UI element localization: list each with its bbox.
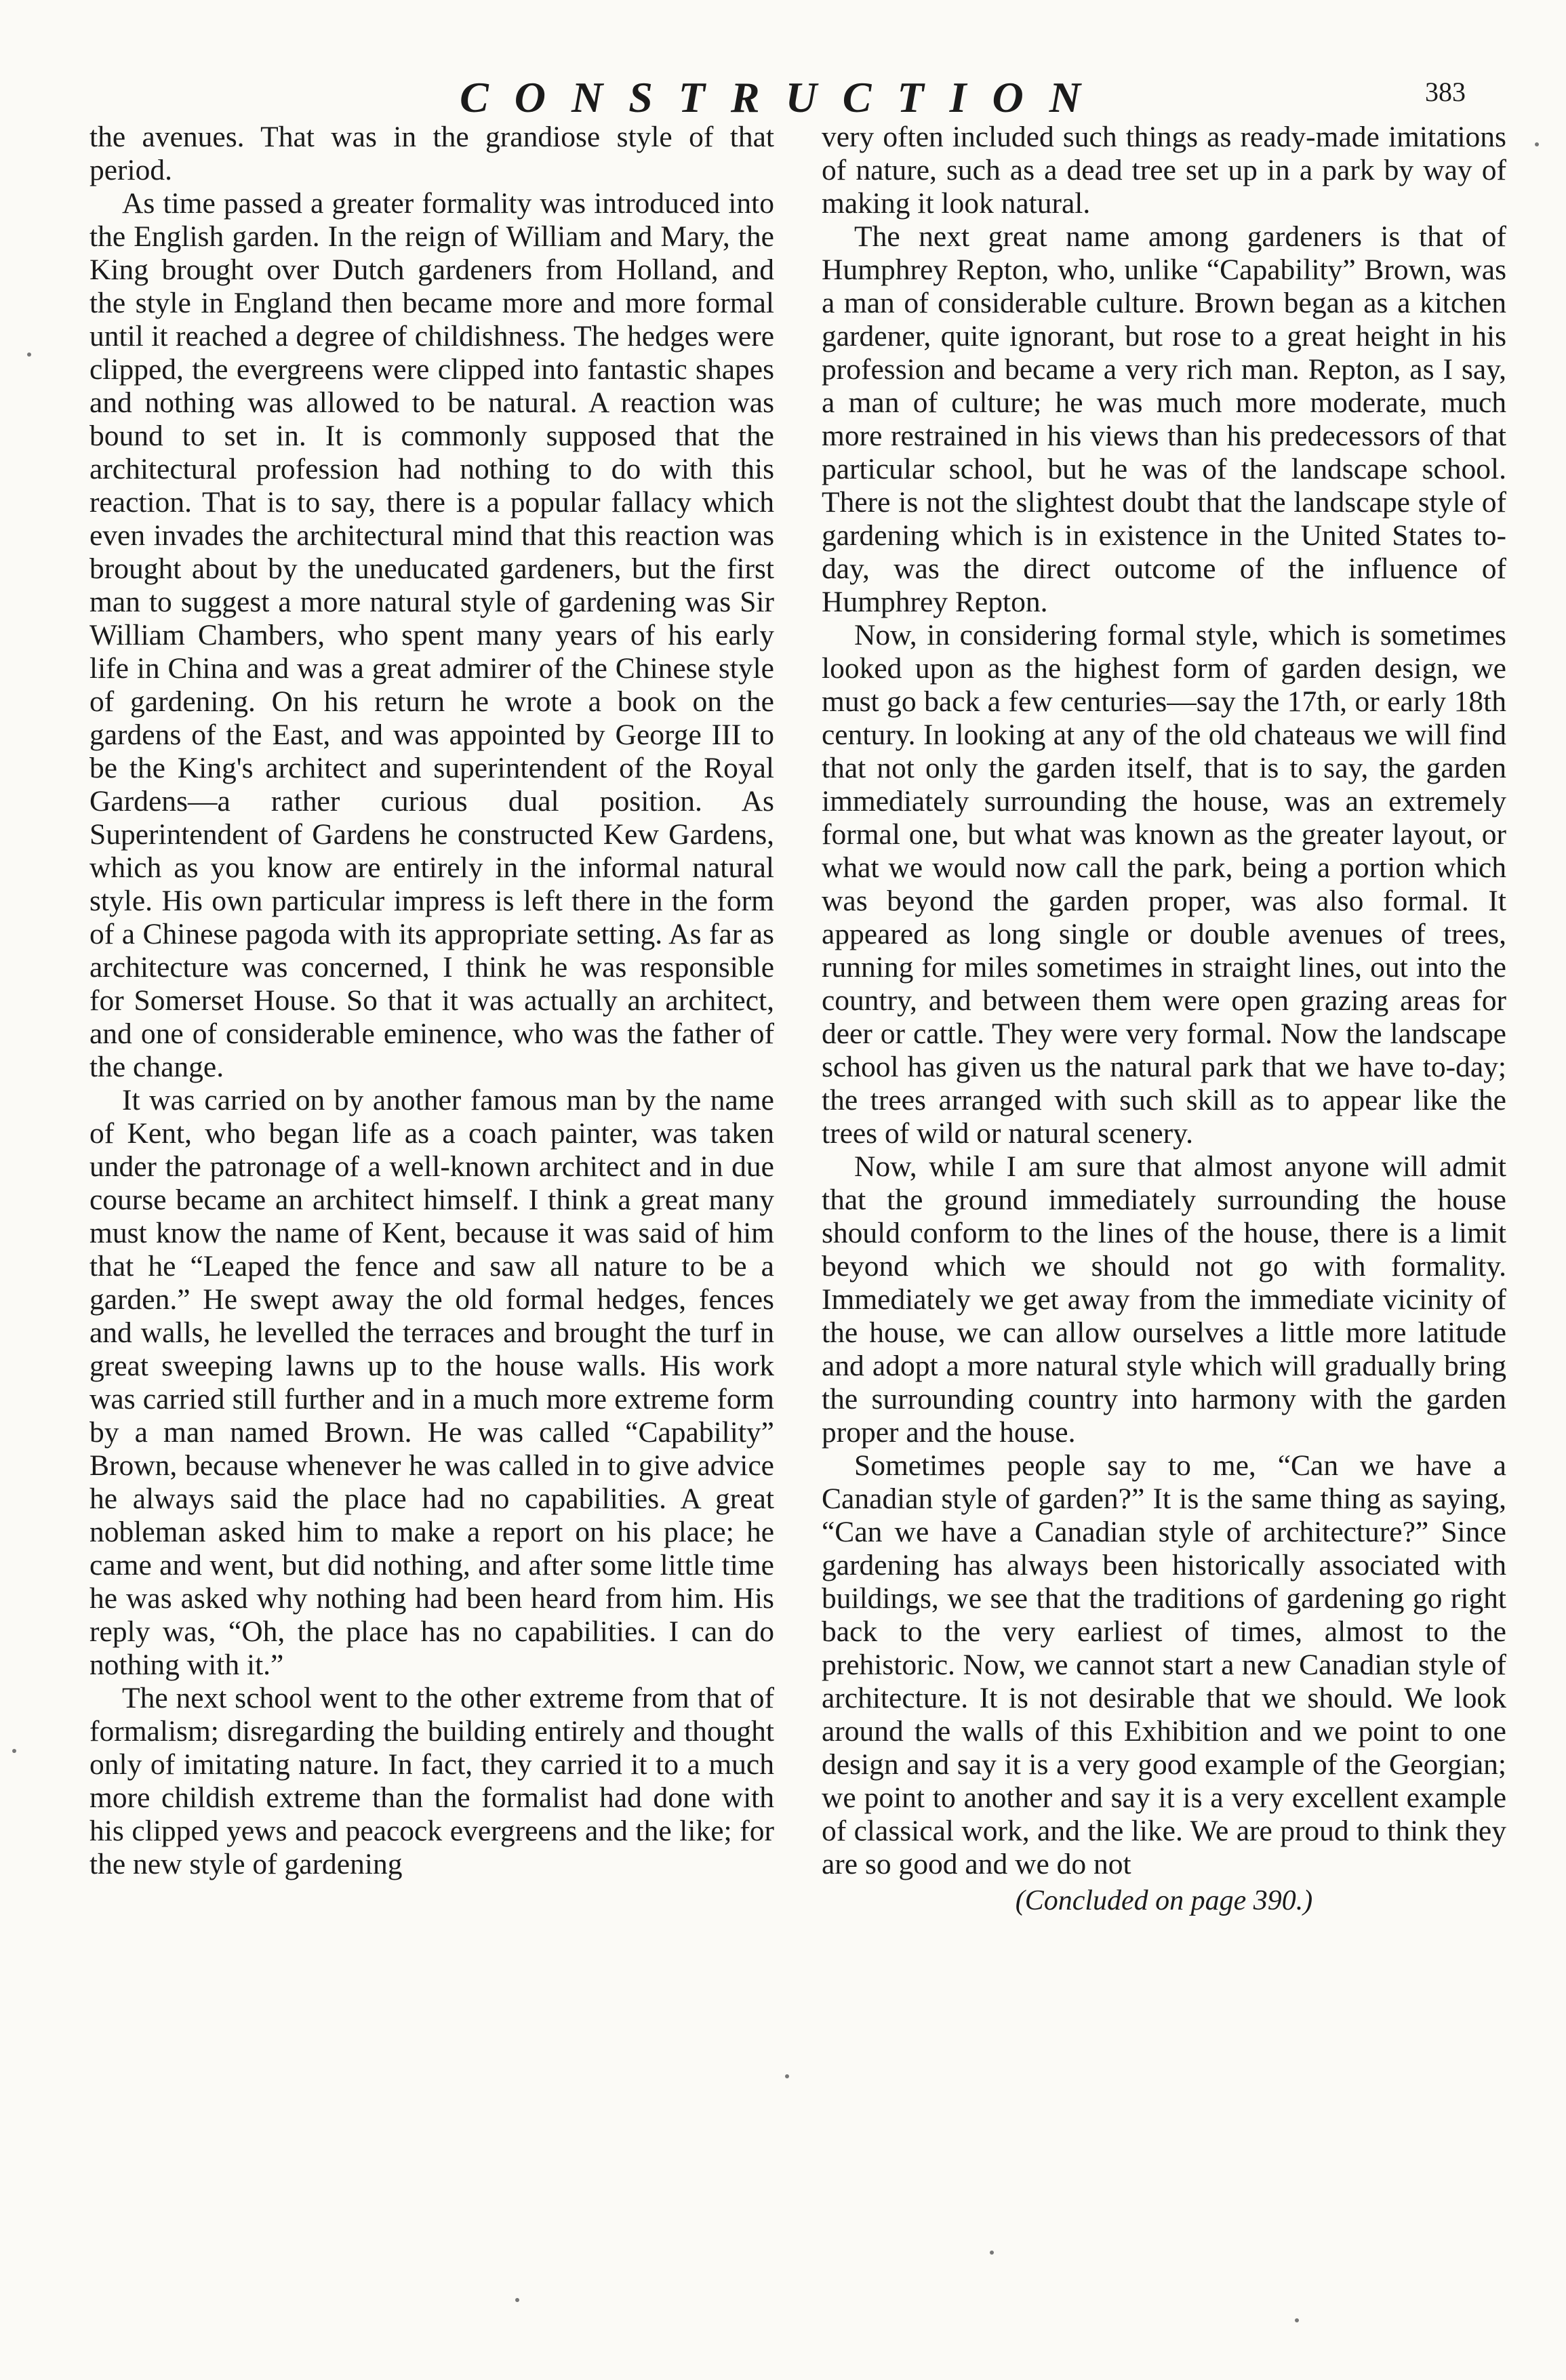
running-title: CONSTRUCTION [460, 73, 1106, 121]
paragraph: The next school went to the other extreme from that of formalism; disregarding the building entirely and thought only of imitating nature. In fact, they carried it to a much more childish extreme than the formalist had done with his clipped yews and peacock evergreens and the like; for the new style of gardening [89, 1682, 774, 1880]
paragraph: As time passed a greater formality was introduced into the English garden. In the reign of William and Mary, the King brought over Dutch gardeners from Holland, and the style in England then became more and more formal until it reached a degree of childishness. The hedges were clipped, the evergreens were clipped into fantastic shapes and nothing was allowed to be natural. A reaction was bound to set in. It is commonly supposed that the architectural profession had nothing to do with this reaction. That is to say, there is a popular fallacy which even invades the architectural mind that this reaction was brought about by the uneducated gardeners, but the first man to suggest a more natural style of gardening was Sir William Chambers, who spent many years of his early life in China and was a great admirer of the Chinese style of gardening. On his return he wrote a book on the gardens of the East, and was appointed by George III to be the King's architect and superintendent of the Royal Gardens—a rather curious dual position. As Superintendent of Gardens he constructed Kew Gardens, which as you know are entirely in the informal natural style. His own particular impress is left there in the form of a Chinese pagoda with its appropriate setting. As far as architecture was concerned, I think he was responsible for Somerset House. So that it was actually an architect, and one of considerable eminence, who was the father of the change. [89, 187, 774, 1083]
paragraph: Now, while I am sure that almost anyone will admit that the ground immediately surrounding the house should conform to the lines of the house, there is a limit beyond which we should not go with formality. Immediately we get away from the immediate vicinity of the house, we can allow ourselves a little more latitude and adopt a more natural style which will gradually bring the surrounding country into harmony with the garden proper and the house. [822, 1150, 1506, 1449]
paragraph: It was carried on by another famous man by the name of Kent, who began life as a coach painter, was taken under the patronage of a well-known architect and in due course became an architect himself. I think a great many must know the name of Kent, because it was said of him that he “Leaped the fence and saw all nature to be a garden.” He swept away the old formal hedges, fences and walls, he levelled the terraces and brought the turf in great sweeping lawns up to the house walls. His work was carried still further and in a much more extreme form by a man named Brown. He was called “Capability” Brown, because whenever he was called in to give advice he always said the place had no capabilities. A great nobleman asked him to make a report on his place; he came and went, but did nothing, and after some little time he was asked why nothing had been heard from him. His reply was, “Oh, the place has no capabilities. I can do nothing with it.” [89, 1084, 774, 1681]
right-text-column [822, 121, 1506, 1918]
left-text-column [89, 121, 774, 1881]
continued-note: (Concluded on page 390.) [1015, 1885, 1313, 1916]
paragraph: very often included such things as ready-made imitations of nature, such as a dead tree set up in a park by way of making it look natural. [822, 121, 1506, 220]
paragraph: Sometimes people say to me, “Can we have a Canadian style of garden?” It is the same thing as saying, “Can we have a Canadian style of architecture?” Since gardening has always been historically associated with buildings, we see that the traditions of gardening go right back to the very earliest of times, almost to the prehistoric. Now, we cannot start a new Canadian style of architecture. It is not desirable that we should. We look around the walls of this Exhibition and we point to one design and say it is a very good example of the Georgian; we point to another and say it is a very excellent example of classical work, and the like. We are proud to think they are so good and we do not [822, 1449, 1506, 1880]
paragraph: the avenues. That was in the grandiose style of that period. [89, 121, 774, 186]
scan-speck [515, 2298, 519, 2302]
scan-speck [785, 2074, 789, 2078]
scan-speck [12, 1749, 16, 1753]
page-number: 383 [1425, 77, 1466, 107]
scan-speck [1535, 142, 1539, 146]
paragraph: Now, in considering formal style, which is sometimes looked upon as the highest form of garden design, we must go back a few centuries—say the 17th, or early 18th century. In looking at any of the old chateaus we will find that not only the garden itself, that is to say, the garden immediately surrounding the house, was an extremely formal one, but what was known as the greater layout, or what we would now call the park, being a portion which was beyond the garden proper, was also formal. It appeared as long single or double avenues of trees, running for miles sometimes in straight lines, out into the country, and between them were open grazing areas for deer or cattle. They were very formal. Now the landscape school has given us the natural park that we have to-day; the trees arranged with such skill as to appear like the trees of wild or natural scenery. [822, 619, 1506, 1150]
scan-speck [990, 2251, 994, 2255]
scan-speck [1295, 2318, 1299, 2322]
scan-speck [27, 352, 31, 357]
paragraph: The next great name among gardeners is that of Humphrey Repton, who, unlike “Capability” Brown, was a man of considerable culture. Brown began as a kitchen gardener, quite ignorant, but rose to a great height in his profession and became a very rich man. Repton, as I say, a man of culture; he was much more moderate, much more restrained in his views than his predecessors of that particular school, but he was of the landscape school. There is not the slightest doubt that the landscape style of gardening which is in existence in the United States to-day, was the direct outcome of the influence of Humphrey Repton. [822, 220, 1506, 618]
